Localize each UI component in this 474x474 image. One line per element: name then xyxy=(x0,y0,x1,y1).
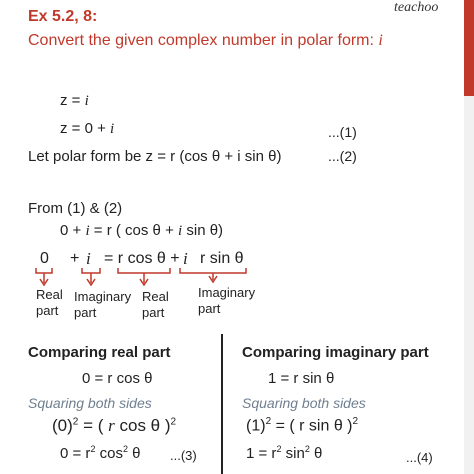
question-var: i xyxy=(378,32,383,49)
right-eq-1: 1 = r sin θ xyxy=(268,370,335,387)
brand-logo: teachoo xyxy=(394,0,439,15)
left-eq-3-sup: 2 xyxy=(90,444,96,454)
label-real-1-line2: part xyxy=(36,303,59,318)
left-eq-3-sup2: 2 xyxy=(122,444,128,454)
left-eq-3-a: 0 = r xyxy=(60,445,91,462)
left-eq-2 xyxy=(52,416,176,436)
bracket-real-2 xyxy=(118,268,170,273)
left-eq-2-r: r xyxy=(108,416,115,435)
left-eq-2-sup2: 2 xyxy=(170,416,177,428)
split-plus: + xyxy=(70,250,80,267)
bracket-real-1 xyxy=(36,268,52,273)
left-eq-2-sup: 2 xyxy=(72,416,79,428)
combined-eq-left: 0 + xyxy=(60,222,82,239)
label-imag-2-line1: Imaginary xyxy=(198,285,256,300)
combined-eq-i2: i xyxy=(178,223,183,239)
right-eq-3 xyxy=(246,444,322,462)
ref-3: ...(3) xyxy=(170,448,197,463)
split-real-term: = r cos θ + xyxy=(104,250,180,267)
ref-4: ...(4) xyxy=(406,450,433,465)
left-eq-2-left: (0) xyxy=(52,416,73,435)
left-eq-2-mid: = ( xyxy=(83,416,104,435)
column-divider xyxy=(221,334,223,474)
right-heading: Comparing imaginary part xyxy=(242,344,429,361)
right-eq-2-left: (1) xyxy=(246,417,266,435)
step-line-1-left: z = xyxy=(60,92,81,109)
left-eq-3-b: cos xyxy=(99,445,123,462)
left-eq-3 xyxy=(60,444,141,462)
left-note: Squaring both sides xyxy=(28,395,152,411)
combined-eq-right: sin θ) xyxy=(186,222,224,239)
split-0: 0 xyxy=(40,250,49,267)
right-eq-3-sup: 2 xyxy=(276,444,282,454)
right-eq-2 xyxy=(246,416,358,435)
split-i2: i xyxy=(183,249,188,268)
right-eq-2-sup: 2 xyxy=(265,416,272,427)
right-eq-3-a: 1 = r xyxy=(246,445,277,462)
label-imag-1 xyxy=(74,289,131,321)
right-eq-2-sup2: 2 xyxy=(352,416,359,427)
label-real-1-line1: Real xyxy=(36,287,63,302)
label-real-2-line2: part xyxy=(142,305,165,320)
ref-2: ...(2) xyxy=(328,148,357,164)
split-imag-term: r sin θ xyxy=(200,250,244,267)
bracket-imag-1 xyxy=(82,268,100,273)
exercise-label: Ex 5.2, 8: xyxy=(28,8,98,25)
label-imag-2-line2: part xyxy=(198,301,221,316)
left-eq-2-cos: cos θ ) xyxy=(119,416,171,435)
label-real-2-line1: Real xyxy=(142,289,169,304)
label-imag-2 xyxy=(198,285,255,317)
right-note: Squaring both sides xyxy=(242,395,366,411)
right-eq-3-b: sin xyxy=(285,445,305,462)
right-eq-2-mid: = ( r sin θ ) xyxy=(275,417,353,435)
left-eq-3-c: θ xyxy=(132,445,141,462)
label-imag-1-line1: Imaginary xyxy=(74,289,132,304)
step-line-1-var: i xyxy=(84,93,89,109)
label-real-1 xyxy=(36,287,63,319)
step-line-2-var: i xyxy=(110,121,115,137)
left-heading: Comparing real part xyxy=(28,344,171,361)
from-label: From (1) & (2) xyxy=(28,200,123,217)
combined-eq-i: i xyxy=(85,223,90,239)
left-eq-1: 0 = r cos θ xyxy=(82,370,153,387)
bracket-imag-2 xyxy=(180,268,246,273)
split-i: i xyxy=(86,249,91,268)
question-text: Convert the given complex number in polar form: xyxy=(28,32,374,49)
polar-form-statement: Let polar form be z = r (cos θ + i sin θ) xyxy=(28,148,282,165)
label-imag-1-line2: part xyxy=(74,305,97,320)
right-eq-3-sup2: 2 xyxy=(304,444,310,454)
combined-eq-mid: = r ( cos θ + xyxy=(93,222,174,239)
ref-1: ...(1) xyxy=(328,124,357,140)
step-line-2-left: z = 0 + xyxy=(60,120,106,137)
right-eq-3-c: θ xyxy=(314,445,323,462)
label-real-2 xyxy=(142,289,169,321)
